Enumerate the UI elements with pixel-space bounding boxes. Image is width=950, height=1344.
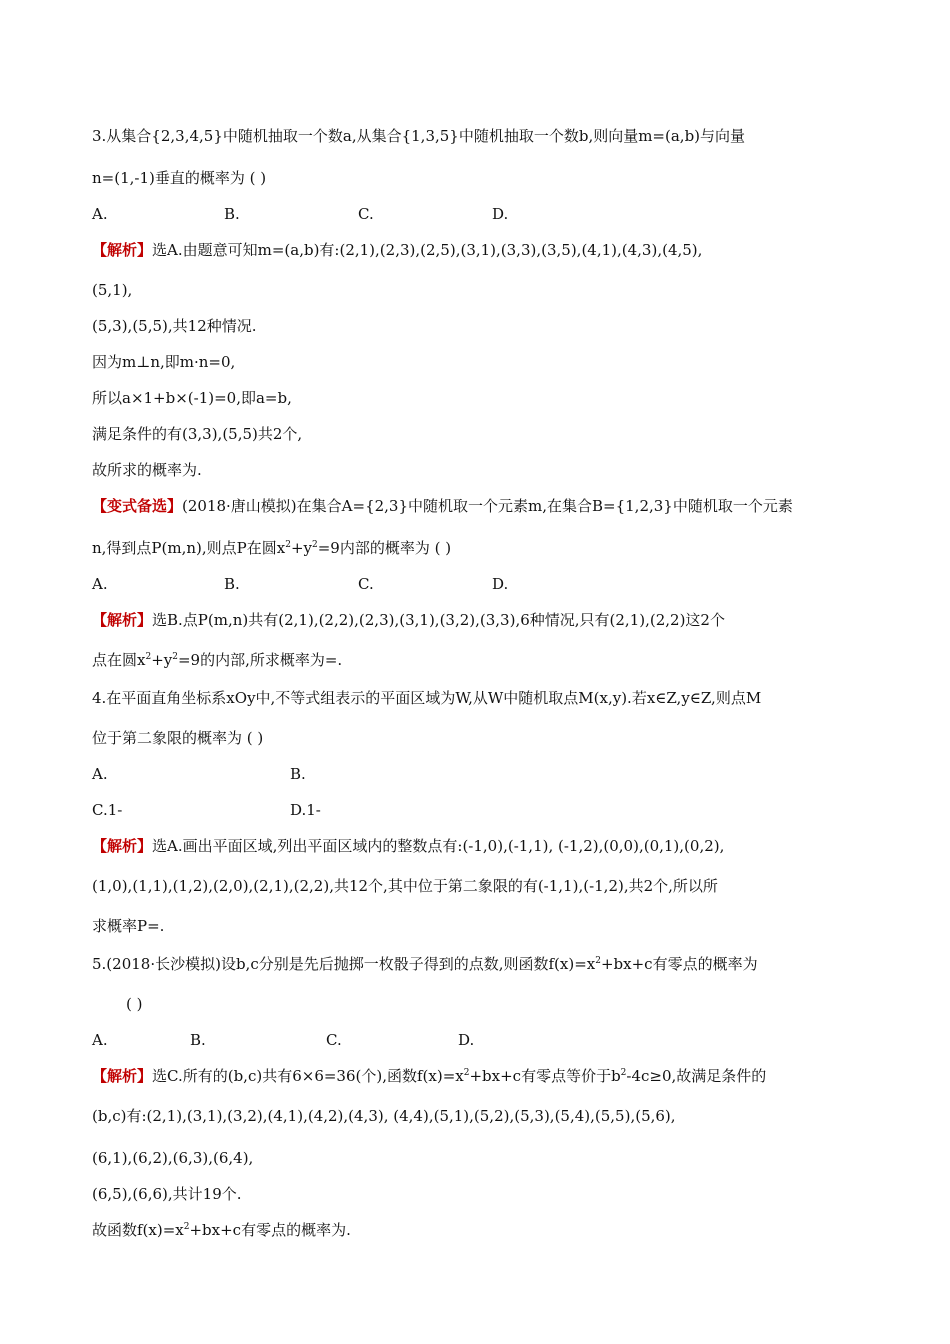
variant-stem-line1 <box>92 496 793 516</box>
q5-final-part-b: +bx+c有零点的概率为. <box>189 1221 351 1239</box>
q3-option-c: C. <box>358 205 374 223</box>
q3-solution-line2: (5,1), <box>92 281 133 299</box>
variant-option-c: C. <box>358 575 374 593</box>
variant-stem-line2 <box>92 538 451 558</box>
q5-final-line <box>92 1220 351 1240</box>
q4-option-d: D.1- <box>290 801 321 819</box>
q3-solution-line1 <box>92 240 702 260</box>
solution-tag: 【解析】 <box>92 241 153 259</box>
q3-solution-line3: (5,3),(5,5),共12种情况. <box>92 317 257 335</box>
q4-solution-text: 选A.画出平面区域,列出平面区域内的整数点有:(-1,0),(-1,1), (-1,2),(0,0),(0,1),(0,2), <box>152 837 725 855</box>
variant-stem-text: (2018·唐山模拟)在集合A={2,3}中随机取一个元素m,在集合B={1,2,3}中随机取一个元素 <box>182 497 793 515</box>
exponent: 2 <box>285 540 291 550</box>
q4-solution-line1 <box>92 836 724 856</box>
q4-stem-line2: 位于第二象限的概率为 ( ) <box>92 729 264 747</box>
q5-option-d: D. <box>458 1031 475 1049</box>
exponent: 2 <box>595 956 601 966</box>
q4-option-a: A. <box>92 765 108 783</box>
q5-solution-part-c: -4c≥0,故满足条件的 <box>626 1067 767 1085</box>
q3-stem-line1: 3.从集合{2,3,4,5}中随机抽取一个数a,从集合{1,3,5}中随机抽取一个数b,则向量m=(a,b)与向量 <box>92 127 746 145</box>
solution-tag: 【解析】 <box>92 611 153 629</box>
variant-stem-part-a: n,得到点P(m,n),则点P在圆x <box>92 539 286 557</box>
variant-solution-line2 <box>92 650 342 670</box>
q5-final-part-a: 故函数f(x)=x <box>92 1221 184 1239</box>
q5-stem-part-b: +bx+c有零点的概率为 <box>600 955 758 973</box>
q5-solution-line1 <box>92 1066 766 1086</box>
q3-option-d: D. <box>492 205 509 223</box>
q5-option-a: A. <box>92 1031 108 1049</box>
solution-tag: 【解析】 <box>92 837 153 855</box>
q4-option-b: B. <box>290 765 306 783</box>
q5-solution-line4: (6,5),(6,6),共计19个. <box>92 1185 242 1203</box>
q5-solution-line3: (6,1),(6,2),(6,3),(6,4), <box>92 1149 254 1167</box>
q5-solution-line2: (b,c)有:(2,1),(3,1),(3,2),(4,1),(4,2),(4,3), (4,4),(5,1),(5,2),(5,3),(5,4),(5,5),(5,6), <box>92 1107 676 1125</box>
exponent: 2 <box>620 1068 627 1078</box>
variant-solution-line1 <box>92 610 725 630</box>
q3-solution-line5: 所以a×1+b×(-1)=0,即a=b, <box>92 389 292 407</box>
variant-option-d: D. <box>492 575 509 593</box>
variant-option-b: B. <box>224 575 240 593</box>
exponent: 2 <box>145 652 152 662</box>
variant-stem-part-b: +y <box>290 539 312 557</box>
q3-option-a: A. <box>92 205 108 223</box>
variant-solution-part-b: +y <box>151 651 173 669</box>
q4-solution-line3: 求概率P=. <box>92 917 165 935</box>
q5-option-c: C. <box>326 1031 342 1049</box>
exponent: 2 <box>311 540 318 550</box>
q3-solution-line7: 故所求的概率为. <box>92 461 202 479</box>
q3-stem-line2: n=(1,-1)垂直的概率为 ( ) <box>92 169 267 187</box>
q5-stem-part-a: 5.(2018·长沙模拟)设b,c分别是先后抛掷一枚骰子得到的点数,则函数f(x)=x <box>92 955 596 973</box>
exponent: 2 <box>463 1068 470 1078</box>
q3-option-b: B. <box>224 205 240 223</box>
variant-stem-part-c: =9内部的概率为 ( ) <box>317 539 452 557</box>
q4-option-c: C.1- <box>92 801 123 819</box>
q3-solution-line4: 因为m⊥n,即m·n=0, <box>92 353 236 371</box>
exponent: 2 <box>172 652 178 662</box>
q5-stem-line1 <box>92 954 758 974</box>
q3-solution-text: 选A.由题意可知m=(a,b)有:(2,1),(2,3),(2,5),(3,1),(3,3),(3,5),(4,1),(4,3),(4,5), <box>152 241 703 259</box>
q4-solution-line2: (1,0),(1,1),(1,2),(2,0),(2,1),(2,2),共12个,其中位于第二象限的有(-1,1),(-1,2),共2个,所以所 <box>92 877 718 895</box>
q5-solution-part-a: 选C.所有的(b,c)共有6×6=36(个),函数f(x)=x <box>152 1067 464 1085</box>
variant-solution-part-c: =9的内部,所求概率为=. <box>177 651 343 669</box>
variant-tag: 【变式备选】 <box>92 497 183 515</box>
q5-option-b: B. <box>190 1031 206 1049</box>
variant-solution-text: 选B.点P(m,n)共有(2,1),(2,2),(2,3),(3,1),(3,2),(3,3),6种情况,只有(2,1),(2,2)这2个 <box>152 611 725 629</box>
q3-solution-line6: 满足条件的有(3,3),(5,5)共2个, <box>92 425 303 443</box>
q5-solution-part-b: +bx+c有零点等价于b <box>469 1067 621 1085</box>
solution-tag: 【解析】 <box>92 1067 153 1085</box>
variant-option-a: A. <box>92 575 108 593</box>
q5-stem-line2: ( ) <box>126 995 143 1013</box>
exponent: 2 <box>183 1222 190 1232</box>
variant-solution-part-a: 点在圆x <box>92 651 146 669</box>
q4-stem-line1: 4.在平面直角坐标系xOy中,不等式组表示的平面区域为W,从W中随机取点M(x,y).若x∈Z,y∈Z,则点M <box>92 689 762 707</box>
